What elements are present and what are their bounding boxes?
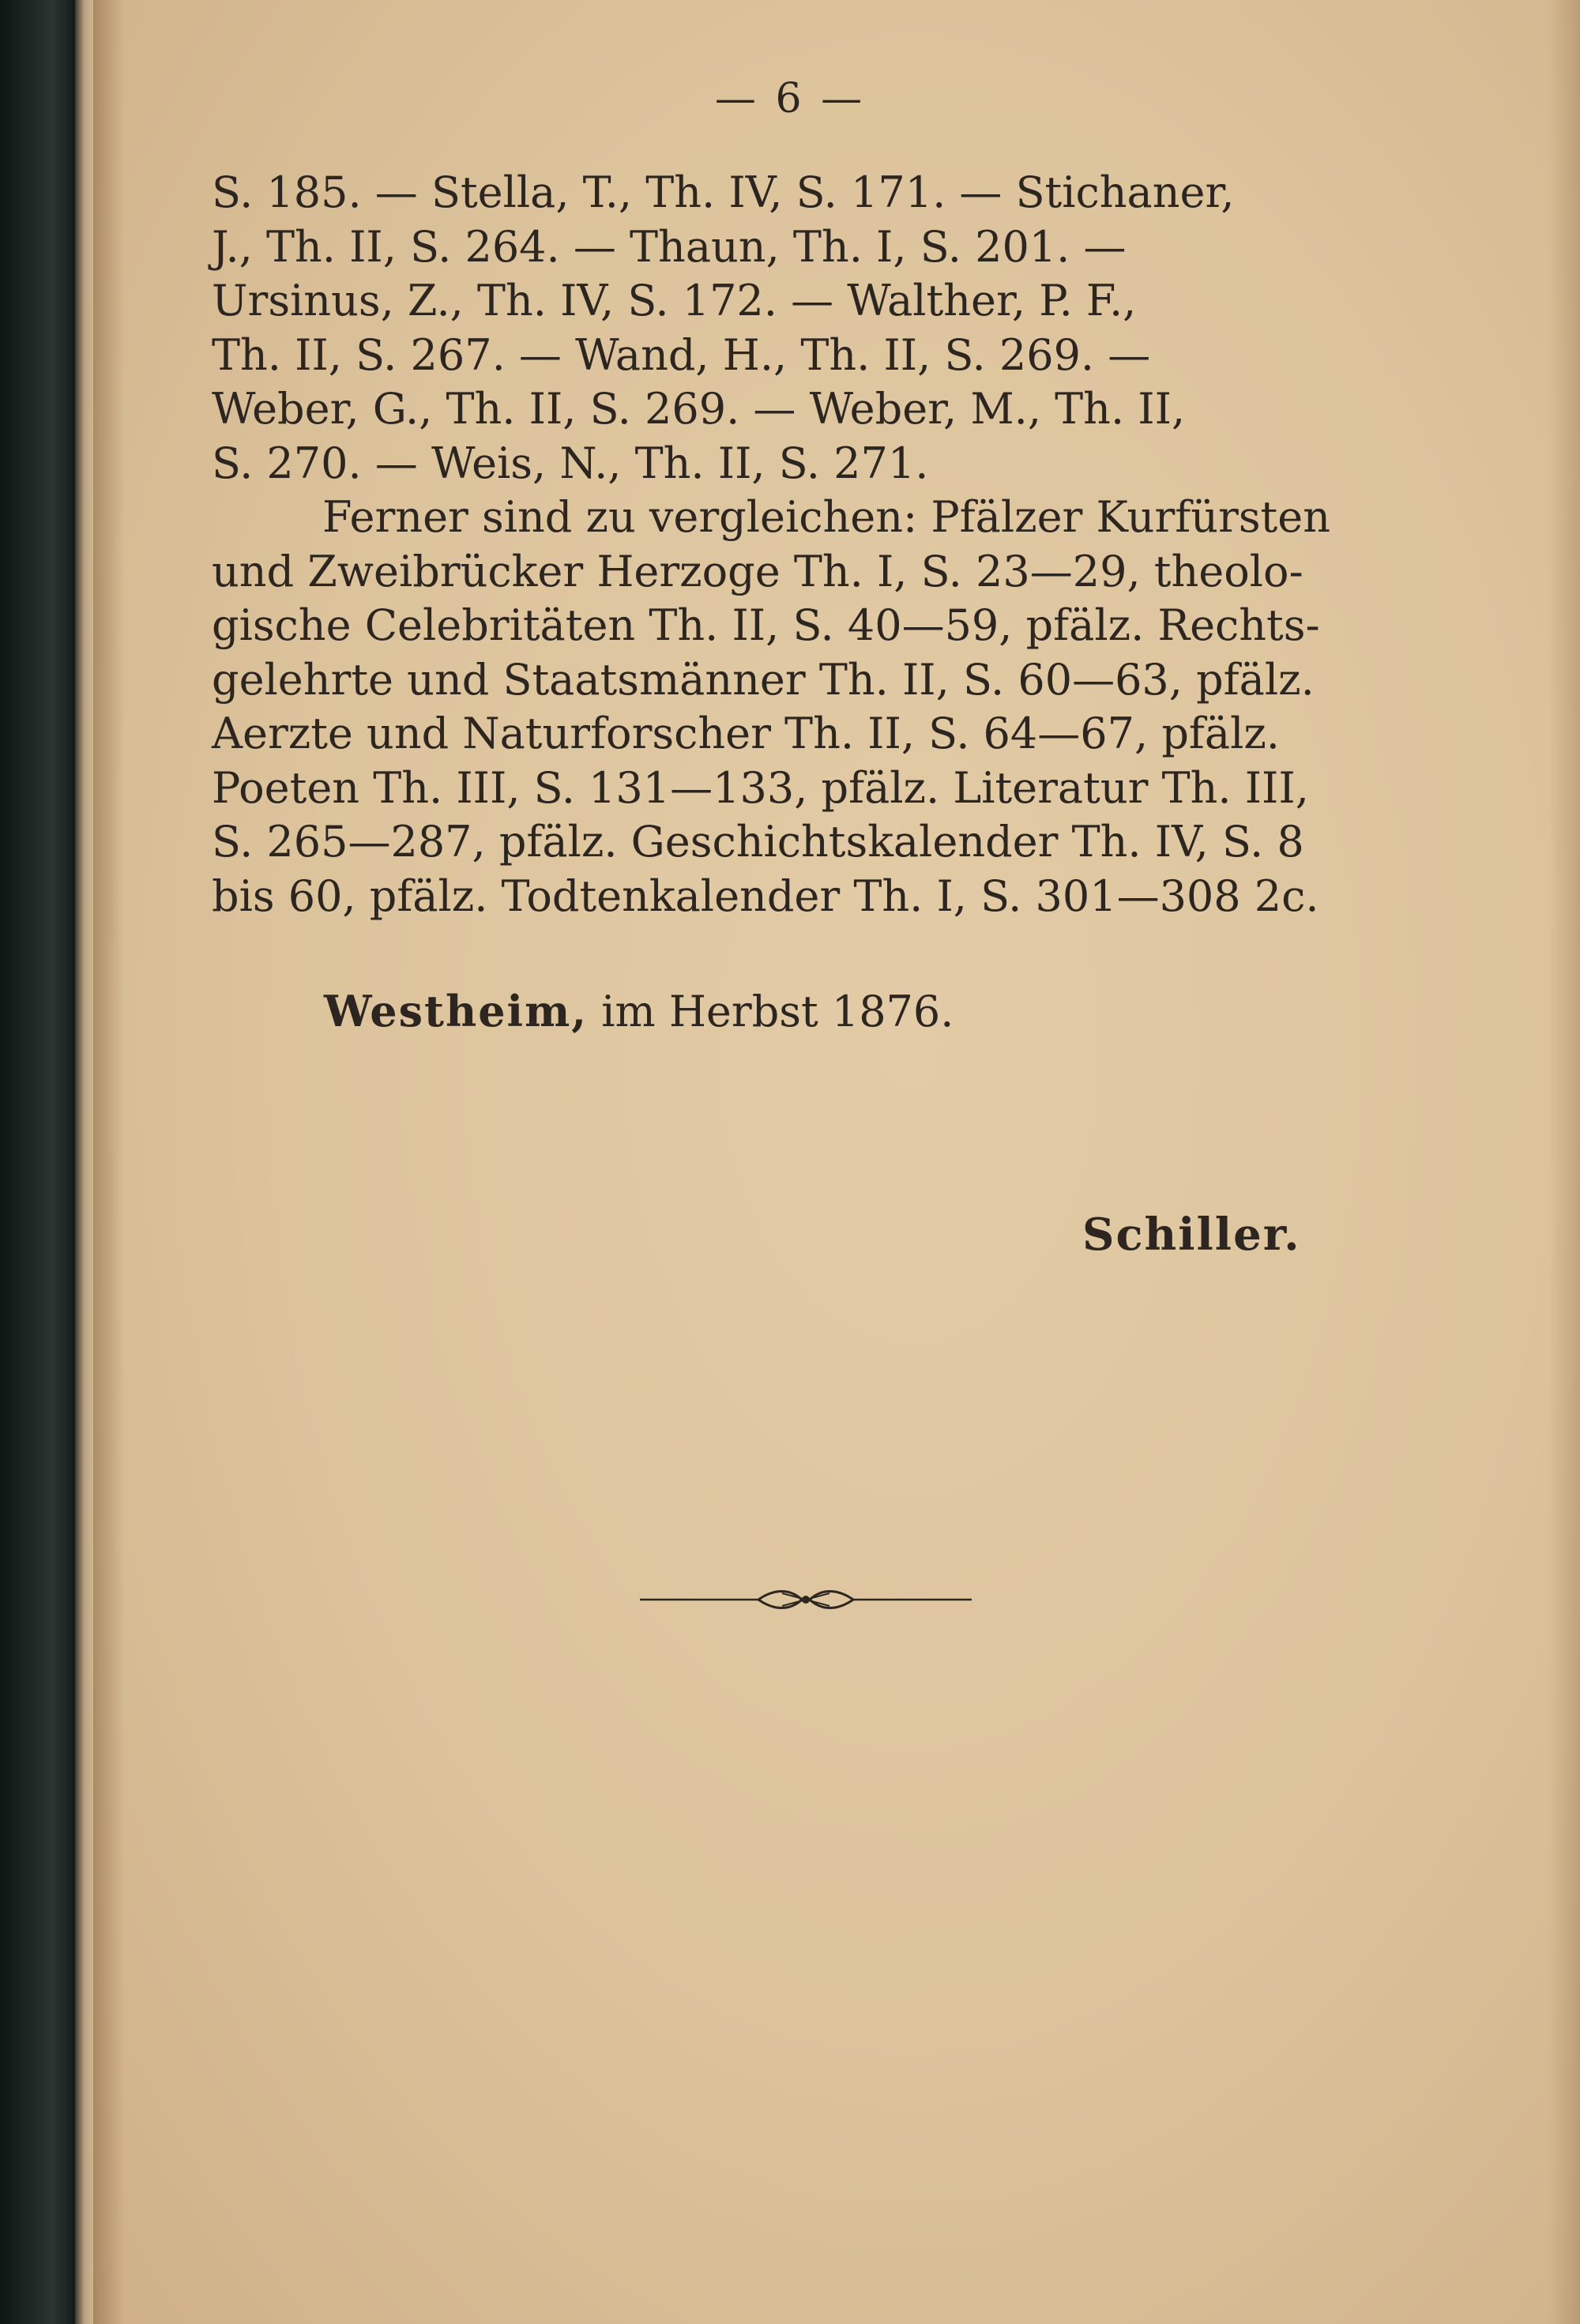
text-line: S. 265—287, pfälz. Geschichtskalender Th. IV, S. 8 [212,817,1304,867]
text-line: gelehrte und Staatsmänner Th. II, S. 60—63, pfälz. [212,654,1315,705]
text-line: S. 270. — Weis, N., Th. II, S. 271. [212,438,929,488]
text-line: gische Celebritäten Th. II, S. 40—59, pfälz. Rechts- [212,600,1320,650]
text-line: Aerzte und Naturforscher Th. II, S. 64—67, pfälz. [212,709,1280,758]
text-line: Th. II, S. 267. — Wand, H., Th. II, S. 269. — [212,329,1151,380]
text-line: und Zweibrücker Herzoge Th. I, S. 23—29, theolo- [212,546,1304,596]
text-line: Poeten Th. III, S. 131—133, pfälz. Literatur Th. III, [212,762,1309,813]
page-number: — 6 — [714,75,866,122]
page-right-shading [1548,0,1580,2324]
text-line: bis 60, pfälz. Todtenkalender Th. I, S. 301—308 2c. [212,871,1319,921]
text-line: Weber, G., Th. II, S. 269. — Weber, M., Th. II, [212,384,1186,434]
text-line: Ferner sind zu vergleichen: Pfälzer Kurfürsten [322,492,1330,542]
date: im Herbst 1876. [601,987,954,1036]
body-text [212,166,1413,923]
gutter-shadow [93,0,125,2324]
place-date-line [324,986,954,1036]
text-line: S. 185. — Stella, T., Th. IV, S. 171. — Stichaner, [212,167,1235,217]
author-signature: Schiller. [1082,1209,1301,1261]
place-name: Westheim, [324,986,589,1036]
text-line: Ursinus, Z., Th. IV, S. 172. — Walther, P. F., [212,276,1137,325]
flourish-divider-icon [640,1584,972,1615]
text-line: J., Th. II, S. 264. — Thaun, Th. I, S. 201. — [212,221,1127,272]
book-cover-spine [0,0,75,2324]
